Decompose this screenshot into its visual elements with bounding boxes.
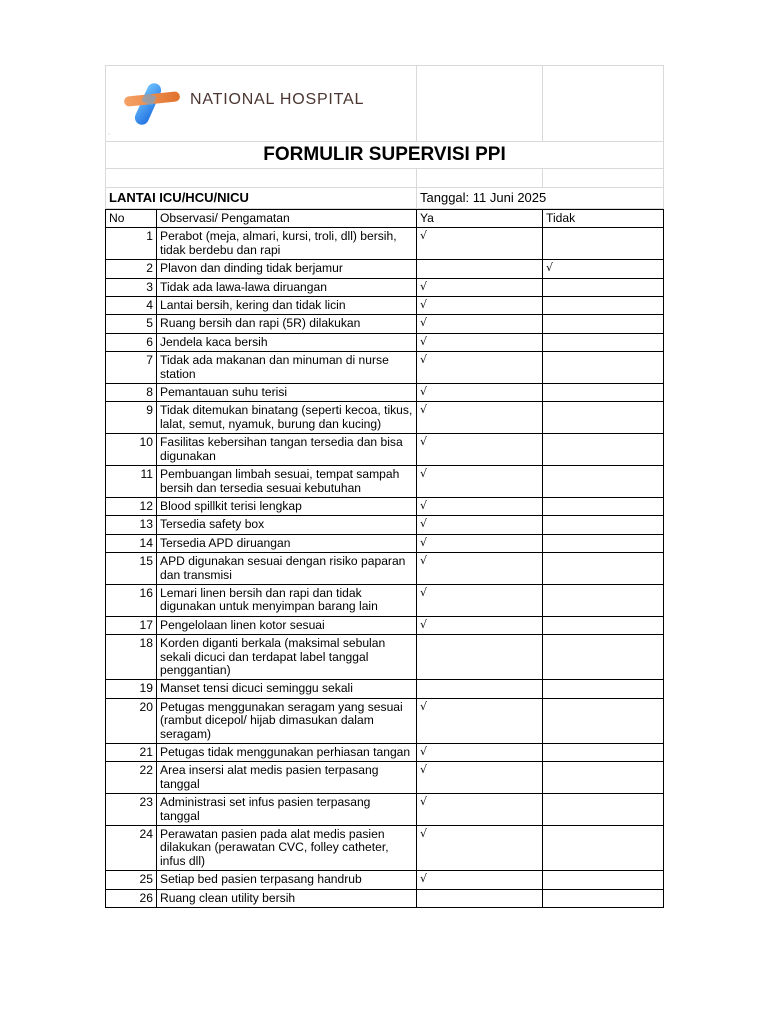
tidak-cell: [543, 278, 664, 296]
table-row: [106, 871, 664, 889]
table-row: [106, 584, 664, 616]
table-row: [106, 744, 664, 762]
observation-text: Tidak ditemukan binatang (seperti kecoa, tikus, lalat, semut, nyamuk, burung dan kucing): [157, 402, 417, 434]
ya-cell: √: [417, 333, 543, 351]
tidak-cell: [543, 384, 664, 402]
ya-cell: √: [417, 352, 543, 384]
table-row: [106, 352, 664, 384]
ya-cell: [417, 680, 543, 698]
observation-text: Tidak ada makanan dan minuman di nurse station: [157, 352, 417, 384]
hospital-logo-icon: [122, 76, 182, 128]
tidak-cell: [543, 297, 664, 315]
tidak-cell: [543, 534, 664, 552]
tidak-cell: [543, 794, 664, 826]
observation-text: Setiap bed pasien terpasang handrub: [157, 871, 417, 889]
observation-text: Korden diganti berkala (maksimal sebulan sekali dicuci dan terdapat label tanggal penggantian): [157, 635, 417, 680]
tidak-cell: [543, 584, 664, 616]
table-row: [106, 333, 664, 351]
observation-text: Perawatan pasien pada alat medis pasien dilakukan (perawatan CVC, folley catheter, infus dll): [157, 826, 417, 871]
row-number: 12: [106, 497, 157, 515]
observation-text: Fasilitas kebersihan tangan tersedia dan bisa digunakan: [157, 434, 417, 466]
tidak-cell: [543, 466, 664, 498]
observation-text: Area insersi alat medis pasien terpasang tanggal: [157, 762, 417, 794]
ya-cell: √: [417, 434, 543, 466]
location-label: LANTAI ICU/HCU/NICU: [106, 188, 417, 209]
observation-text: Ruang bersih dan rapi (5R) dilakukan: [157, 315, 417, 333]
tidak-cell: [543, 616, 664, 634]
table-row: [106, 516, 664, 534]
table-row: [106, 402, 664, 434]
row-number: 6: [106, 333, 157, 351]
observation-text: Jendela kaca bersih: [157, 333, 417, 351]
form-title: FORMULIR SUPERVISI PPI: [106, 142, 664, 169]
row-number: 11: [106, 466, 157, 498]
tidak-cell: √: [543, 260, 664, 278]
brand-name: NATIONAL HOSPITAL: [190, 91, 365, 108]
observation-text: Pembuangan limbah sesuai, tempat sampah bersih dan tersedia sesuai kebutuhan: [157, 466, 417, 498]
row-number: 23: [106, 794, 157, 826]
tidak-cell: [543, 434, 664, 466]
observation-text: Manset tensi dicuci seminggu sekali: [157, 680, 417, 698]
ya-cell: √: [417, 698, 543, 743]
table-row: [106, 228, 664, 260]
ya-cell: √: [417, 384, 543, 402]
ya-cell: √: [417, 315, 543, 333]
table-row: [106, 680, 664, 698]
row-number: 13: [106, 516, 157, 534]
row-number: 18: [106, 635, 157, 680]
observation-text: Tersedia APD diruangan: [157, 534, 417, 552]
row-number: 21: [106, 744, 157, 762]
ya-cell: √: [417, 826, 543, 871]
row-number: 24: [106, 826, 157, 871]
ya-cell: √: [417, 297, 543, 315]
ya-cell: √: [417, 871, 543, 889]
table-row: [106, 466, 664, 498]
observation-text: Blood spillkit terisi lengkap: [157, 497, 417, 515]
row-number: 15: [106, 553, 157, 585]
logo-caption: ▪▪: [108, 132, 111, 136]
tidak-cell: [543, 680, 664, 698]
date-label: Tanggal: 11 Juni 2025: [417, 188, 664, 209]
ya-cell: √: [417, 516, 543, 534]
col-header-no: No: [106, 210, 157, 228]
ya-cell: √: [417, 402, 543, 434]
ya-cell: √: [417, 534, 543, 552]
table-row: [106, 384, 664, 402]
table-row: [106, 553, 664, 585]
table-row: [106, 826, 664, 871]
ya-cell: √: [417, 553, 543, 585]
table-row: [106, 889, 664, 907]
observation-text: Pemantauan suhu terisi: [157, 384, 417, 402]
ya-cell: √: [417, 744, 543, 762]
tidak-cell: [543, 553, 664, 585]
row-number: 14: [106, 534, 157, 552]
tidak-cell: [543, 516, 664, 534]
table-row: [106, 315, 664, 333]
observation-text: Lemari linen bersih dan rapi dan tidak digunakan untuk menyimpan barang lain: [157, 584, 417, 616]
ya-cell: √: [417, 616, 543, 634]
tidak-cell: [543, 762, 664, 794]
row-number: 22: [106, 762, 157, 794]
checklist-header-row: [106, 210, 664, 228]
tidak-cell: [543, 228, 664, 260]
tidak-cell: [543, 635, 664, 680]
row-number: 20: [106, 698, 157, 743]
row-number: 17: [106, 616, 157, 634]
tidak-cell: [543, 352, 664, 384]
ya-cell: √: [417, 762, 543, 794]
row-number: 16: [106, 584, 157, 616]
tidak-cell: [543, 315, 664, 333]
row-number: 26: [106, 889, 157, 907]
observation-text: Tidak ada lawa-lawa diruangan: [157, 278, 417, 296]
row-number: 3: [106, 278, 157, 296]
table-row: [106, 434, 664, 466]
row-number: 8: [106, 384, 157, 402]
ya-cell: √: [417, 278, 543, 296]
row-number: 7: [106, 352, 157, 384]
table-row: [106, 497, 664, 515]
tidak-cell: [543, 871, 664, 889]
observation-text: Petugas tidak menggunakan perhiasan tangan: [157, 744, 417, 762]
ya-cell: √: [417, 497, 543, 515]
observation-text: Tersedia safety box: [157, 516, 417, 534]
tidak-cell: [543, 497, 664, 515]
row-number: 2: [106, 260, 157, 278]
col-header-observasi: Observasi/ Pengamatan: [157, 210, 417, 228]
ya-cell: [417, 635, 543, 680]
col-header-ya: Ya: [417, 210, 543, 228]
table-row: [106, 635, 664, 680]
tidak-cell: [543, 698, 664, 743]
observation-text: APD digunakan sesuai dengan risiko paparan dan transmisi: [157, 553, 417, 585]
ya-cell: √: [417, 228, 543, 260]
tidak-cell: [543, 826, 664, 871]
observation-text: Ruang clean utility bersih: [157, 889, 417, 907]
row-number: 19: [106, 680, 157, 698]
observation-text: Plavon dan dinding tidak berjamur: [157, 260, 417, 278]
checklist-table: [105, 209, 664, 908]
row-number: 9: [106, 402, 157, 434]
col-header-tidak: Tidak: [543, 210, 664, 228]
table-row: [106, 297, 664, 315]
table-row: [106, 534, 664, 552]
table-row: [106, 762, 664, 794]
row-number: 10: [106, 434, 157, 466]
row-number: 5: [106, 315, 157, 333]
observation-text: Perabot (meja, almari, kursi, troli, dll) bersih, tidak berdebu dan rapi: [157, 228, 417, 260]
row-number: 1: [106, 228, 157, 260]
ya-cell: √: [417, 466, 543, 498]
tidak-cell: [543, 889, 664, 907]
observation-text: Lantai bersih, kering dan tidak licin: [157, 297, 417, 315]
ya-cell: √: [417, 794, 543, 826]
row-number: 25: [106, 871, 157, 889]
row-number: 4: [106, 297, 157, 315]
table-row: [106, 278, 664, 296]
tidak-cell: [543, 333, 664, 351]
tidak-cell: [543, 402, 664, 434]
tidak-cell: [543, 744, 664, 762]
table-row: [106, 260, 664, 278]
ya-cell: [417, 260, 543, 278]
table-row: [106, 616, 664, 634]
form-header: [105, 65, 664, 209]
logo-cell: [106, 66, 417, 142]
form-sheet: [105, 65, 663, 908]
table-row: [106, 794, 664, 826]
ya-cell: [417, 889, 543, 907]
observation-text: Administrasi set infus pasien terpasang tanggal: [157, 794, 417, 826]
observation-text: Petugas menggunakan seragam yang sesuai (rambut dicepol/ hijab dimasukan dalam seragam): [157, 698, 417, 743]
table-row: [106, 698, 664, 743]
observation-text: Pengelolaan linen kotor sesuai: [157, 616, 417, 634]
ya-cell: √: [417, 584, 543, 616]
